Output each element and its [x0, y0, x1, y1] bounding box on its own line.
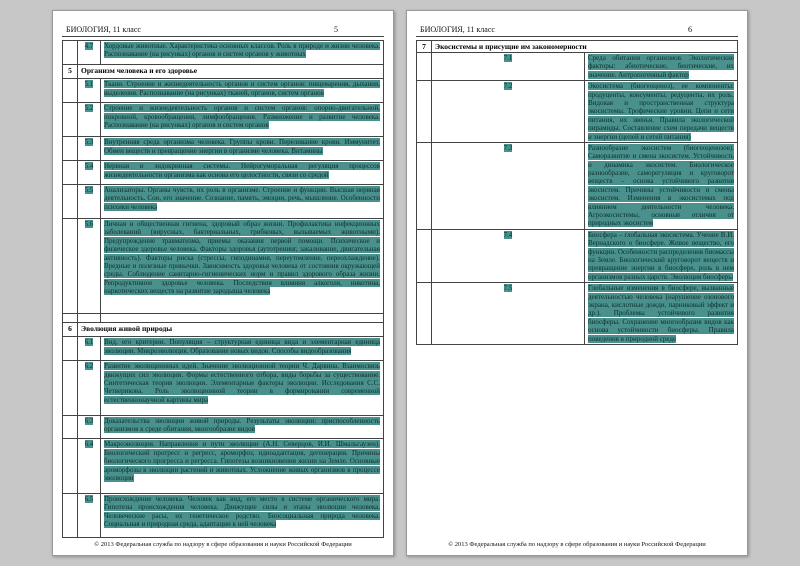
empty-row: [63, 313, 384, 322]
topic-text-cell: [585, 283, 738, 345]
topic-text: Развитие эволюционных идей. Значение эволюционной теории Ч. Дарвина. Взаимосвязь движущих сил эволюции. Формы естественного отбора, виды борьбы за существование. Синтетическая теория эволюции. Элементарные факторы эволюции. Исследования С.С. Четверикова. Роль эволюционной теории в формировании современной естественнонаучной картины мира: [104, 362, 380, 404]
topic-text: Глобальные изменения в биосфере, вызванные деятельностью человека (нарушение озонового экрана, кислотные дожди, парниковый эффект и др.). Проблемы устойчивого развития биосферы. Сохранение многообразия видов как основа устойчивости биосферы. Правила поведения в природной среде: [588, 284, 734, 343]
spacer-cell: [63, 103, 78, 137]
topic-text-cell: [101, 185, 384, 219]
topic-code: 7.1: [503, 54, 513, 62]
topic-text: Нервная и эндокринная системы. Нейрогуморальная регуляция процессов жизнедеятельности организма как основа его целостности, связи со средой: [104, 162, 380, 179]
topic-text-cell: [101, 103, 384, 137]
empty-cell: [63, 313, 78, 322]
topic-text: Доказательства эволюции живой природы. Результаты эволюции: приспособленность организмов к среде обитания, многообразие видов: [104, 416, 380, 433]
page-header: [416, 25, 738, 37]
topic-text: Биосфера – глобальная экосистема. Учение В.И. Вернадского о биосфере. Живое вещество, его функции. Особенности распределения биомассы на Земле. Биологический круговорот веществ и превращение энергии в биосфере, роль в нем организмов разных царств. Эволюция биосферы: [588, 230, 734, 281]
topic-row: [417, 283, 738, 345]
topic-code-cell: [78, 219, 101, 314]
topic-code-cell: [78, 79, 101, 103]
topic-code: 7.3: [503, 143, 513, 152]
spacer-cell: [63, 41, 78, 65]
topic-code: 6.5: [84, 494, 94, 503]
section-row: [63, 64, 384, 78]
topic-text-cell: [101, 41, 384, 65]
topic-code: 7.2: [503, 82, 513, 91]
topic-code-cell: [432, 53, 585, 81]
topic-code-cell: [78, 493, 101, 537]
spacer-cell: [417, 53, 432, 81]
section-title: Эволюция живой природы: [81, 323, 173, 333]
page-footer: © 2013 Федеральная служба по надзору в сфере образования и науки Российской Федерации: [94, 541, 352, 548]
topic-row: [63, 161, 384, 185]
page-header: [62, 25, 384, 37]
topic-text-cell: [101, 219, 384, 314]
page-number: 5: [334, 25, 338, 34]
topic-text: Экосистема (биогеоценоз), ее компоненты: продуценты, консументы, редуценты, их роль. Видовая и пространственная структура экосистемы. Трофические уровни. Цепи и сети питания, их звенья. Правила экологической пирамиды. Составление схем передачи веществ и энергии (цепей и сетей питания): [588, 82, 734, 141]
topic-code: 5.6: [84, 220, 94, 229]
document-title: БИОЛОГИЯ, 11 класс: [420, 25, 495, 34]
section-title-cell: [432, 41, 738, 53]
topic-code: 7.4: [503, 230, 513, 239]
topic-text: Макроэволюция. Направления и пути эволюции (А.Н. Северцов, И.И. Шмальгаузен). Биологический прогресс и регресс, ароморфоз, идиоадаптация, дегенерация. Причины биологического прогресса и регресса. Гипотезы возникновения жизни на Земле. Основные ароморфозы в эволюции растений и животных. Усложнение живых организмов в процессе эволюции: [104, 440, 380, 483]
page-number: 6: [688, 25, 692, 34]
document-title: БИОЛОГИЯ, 11 класс: [66, 25, 141, 34]
topic-code-cell: [78, 161, 101, 185]
topic-text-cell: [101, 79, 384, 103]
spacer-cell: [417, 81, 432, 143]
section-title: Экосистемы и присущие им закономерности: [435, 42, 587, 51]
topic-code: 6.2: [84, 362, 94, 371]
spacer-cell: [63, 439, 78, 493]
spacer-cell: [63, 337, 78, 361]
section-code: 6: [63, 322, 78, 336]
topic-code: 5.1: [84, 80, 94, 89]
page-6: [406, 10, 748, 556]
spacer-cell: [63, 79, 78, 103]
topic-row: [417, 81, 738, 143]
topic-text-cell: [101, 415, 384, 439]
codifier-table: [62, 40, 384, 538]
topic-code-cell: [78, 337, 101, 361]
topic-text-cell: [101, 439, 384, 493]
topic-row: [63, 361, 384, 415]
topic-code: 7.5: [503, 284, 513, 293]
topic-row: [63, 79, 384, 103]
topic-code-cell: [432, 229, 585, 282]
topic-row: [417, 229, 738, 282]
section-row: [417, 41, 738, 53]
topic-code-cell: [432, 81, 585, 143]
topic-text: Внутренняя среда организма человека. Группы крови. Переливание крови. Иммунитет. Обмен веществ и превращение энергии в организме человека. Витамины: [104, 138, 380, 155]
topic-code-cell: [78, 185, 101, 219]
spacer-cell: [63, 137, 78, 161]
topic-text-cell: [101, 137, 384, 161]
topic-code-cell: [78, 137, 101, 161]
topic-text-cell: [585, 53, 738, 81]
topic-code: 6.4: [84, 440, 94, 449]
codifier-table: [416, 40, 738, 345]
topic-row: [63, 439, 384, 493]
topic-text-cell: [585, 142, 738, 229]
topic-text-cell: [101, 161, 384, 185]
topic-code-cell: [78, 415, 101, 439]
empty-cell: [101, 313, 384, 322]
topic-code: 6.1: [84, 338, 94, 347]
topic-row: [63, 41, 384, 65]
section-title: Организм человека и его здоровье: [81, 65, 198, 75]
topic-row: [63, 415, 384, 439]
topic-row: [417, 53, 738, 81]
page-footer: © 2013 Федеральная служба по надзору в сфере образования и науки Российской Федерации: [448, 541, 706, 548]
topic-code-cell: [78, 361, 101, 415]
topic-code: 5.5: [84, 186, 94, 195]
topic-row: [417, 142, 738, 229]
topic-text-cell: [101, 337, 384, 361]
topic-code-cell: [78, 439, 101, 493]
spacer-cell: [63, 361, 78, 415]
topic-text-cell: [585, 229, 738, 282]
topic-text: Происхождение человека. Человек как вид, его место в системе органического мира. Гипотезы происхождения человека. Движущие силы и этапы эволюции человека. Человеческие расы, их генетическое родство. Биосоциальная природа человека. Социальная и природная среда, адаптации к ней человека: [104, 494, 380, 528]
topic-row: [63, 185, 384, 219]
spacer-cell: [417, 283, 432, 345]
topic-text: Анализаторы. Органы чувств, их роль в организме. Строение и функции. Высшая нервная деятельность. Сон, его значение. Сознание, память, эмоции, речь, мышление. Особенности психики человека: [104, 186, 380, 211]
topic-text-cell: [101, 361, 384, 415]
topic-row: [63, 219, 384, 314]
topic-code: 5.3: [84, 138, 94, 147]
topic-code: 6.3: [84, 416, 94, 425]
spacer-cell: [63, 185, 78, 219]
topic-code: 4.7: [84, 42, 94, 50]
topic-text-cell: [101, 493, 384, 537]
spacer-cell: [63, 493, 78, 537]
section-code: 5: [63, 64, 78, 78]
spacer-cell: [63, 219, 78, 314]
spacer-cell: [63, 161, 78, 185]
topic-code: 5.4: [84, 162, 94, 171]
section-row: [63, 322, 384, 336]
empty-cell: [78, 313, 101, 322]
section-title-cell: [78, 64, 384, 78]
spacer-cell: [417, 229, 432, 282]
spacer-cell: [63, 415, 78, 439]
page-5: [52, 10, 394, 556]
topic-row: [63, 337, 384, 361]
topic-text-cell: [585, 81, 738, 143]
topic-text: Личная и общественная гигиена, здоровый образ жизни. Профилактика инфекционных заболеваний (вирусных, бактериальных, грибковых, вызываемых животными). Предупреждение травматизма, приемы оказания первой помощи. Психическое и физическое здоровье человека. Факторы здоровья (аутотренинг, закаливание, двигательная активность). Факторы риска (стрессы, гиподинамия, переутомление, переохлаждение). Вредные и полезные привычки. Зависимость здоровья человека от состояния окружающей среды. Соблюдение санитарно-гигиенических норм и правил здорового образа жизни. Репродуктивное здоровье человека. Последствия влияния алкоголя, никотина, наркотических веществ на развитие зародыша человека: [104, 220, 380, 296]
topic-code-cell: [78, 41, 101, 65]
topic-text: Вид, его критерии. Популяция – структурная единица вида и элементарная единица эволюции. Микроэволюция. Образование новых видов. Способы видообразования: [104, 338, 380, 355]
topic-row: [63, 493, 384, 537]
topic-code-cell: [78, 103, 101, 137]
spacer-cell: [417, 142, 432, 229]
topic-text: Разнообразие экосистем (биогеоценозов). Саморазвитие и смена экосистем. Устойчивость и динамика экосистем. Биологическое разнообразие, саморегуляция и круговорот веществ – основа устойчивого развития экосистем. Причины устойчивости и смены экосистем. Изменения в экосистемах под влиянием деятельности человека. Агроэкосистемы, основные отличия от природных экосистем: [588, 143, 734, 228]
codifier-table-zone: [62, 40, 384, 538]
topic-row: [63, 137, 384, 161]
topic-code-cell: [432, 142, 585, 229]
topic-text: Среда обитания организмов. Экологические факторы: абиотические, биотические, их значение. Антропогенный фактор: [588, 54, 734, 79]
section-code: 7: [417, 41, 432, 53]
topic-code: 5.2: [84, 104, 94, 113]
section-title-cell: [78, 322, 384, 336]
topic-text: Ткани. Строение и жизнедеятельность органов и систем органов: пищеварения, дыхания, выделения. Распознавание (на рисунках) тканей, органов, систем органов: [104, 80, 380, 97]
topic-text: Строение и жизнедеятельность органов и систем органов: опорно-двигательной, покровной, кровообращения, лимфообращения. Размножение и развитие человека. Распознавание (на рисунках) органов и систем органов: [104, 104, 380, 130]
codifier-table-zone: [416, 40, 738, 345]
topic-text: Хордовые животные. Характеристика основных классов. Роль в природе и жизни человека. Распознавание (на рисунках) органов и систем органов у животных: [104, 42, 380, 59]
topic-row: [63, 103, 384, 137]
topic-code-cell: [432, 283, 585, 345]
